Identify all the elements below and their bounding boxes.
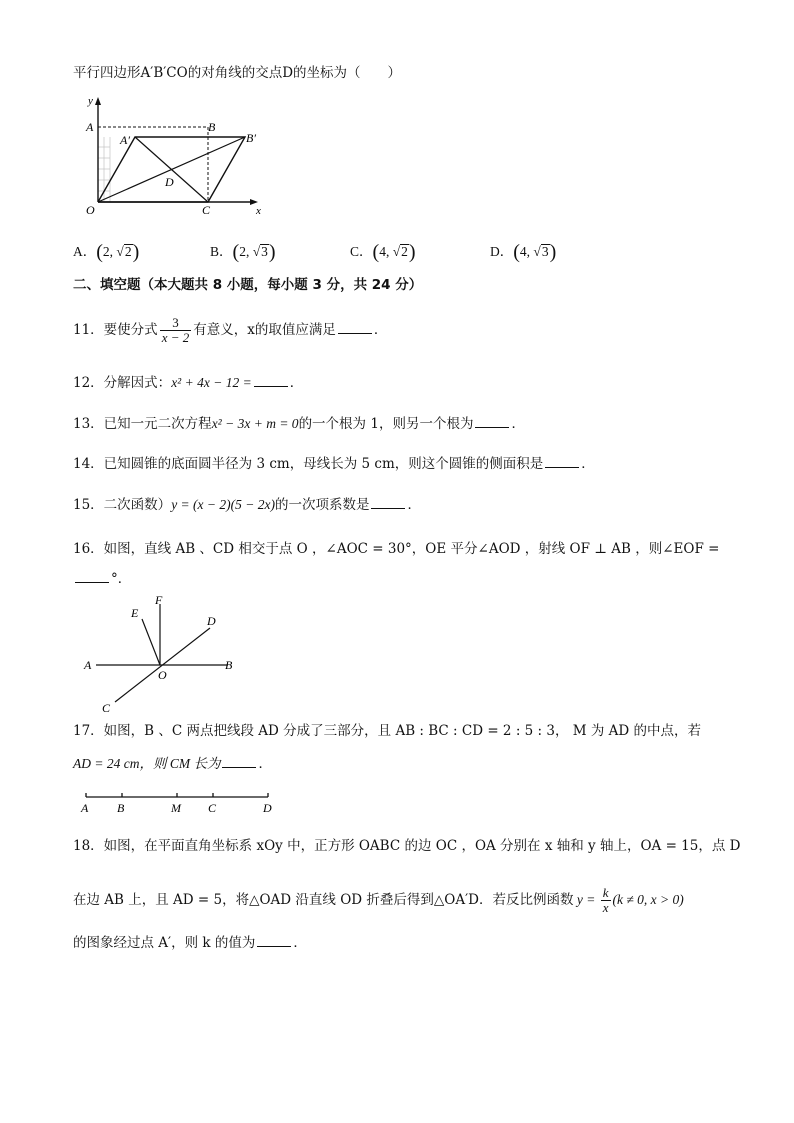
q15-pre: 15．二次函数）	[73, 497, 172, 513]
q18-line3-text: 的图象经过点 A′，则 k 的值为	[73, 935, 256, 951]
q18-denominator: x	[602, 900, 609, 915]
fig10-label-A-prime: A′	[120, 133, 130, 147]
question-17-line1: 17．如图，B 、C 两点把线段 AD 分成了三部分，且 AB : BC : CD = 2 : 5 : 3， M 为 AD 的中点，若	[73, 723, 702, 739]
q17-answer-blank[interactable]	[222, 755, 256, 768]
q13-post: 的一个根为 1，则另一个根为	[298, 416, 474, 432]
option-c-letter: C．	[350, 244, 373, 259]
fig10-label-O: O	[86, 203, 95, 217]
option-a-radicand: 2	[124, 244, 132, 259]
q16-end: °．	[111, 571, 132, 587]
q11-answer-blank[interactable]	[338, 321, 372, 334]
fig10-label-D: D	[165, 175, 174, 189]
option-d-letter: D．	[490, 244, 514, 259]
q15-post: 的一次项系数是	[274, 497, 370, 513]
q15-expression: y = (x − 2)(5 − 2x)	[171, 497, 275, 512]
fig16-label-A: A	[84, 658, 92, 672]
fig16-label-D: D	[207, 614, 216, 628]
fig16-label-B: B	[225, 658, 233, 672]
question-13	[73, 415, 525, 433]
question-18-line1: 18．如图，在平面直角坐标系 xOy 中，正方形 OABC 的边 OC ，OA 分别在 x 轴和 y 轴上，OA = 15，点 D	[73, 838, 741, 854]
q17-line2-text: AD = 24 cm，则 CM 长为	[73, 756, 221, 771]
q15-end: ．	[407, 497, 421, 513]
q12-end: ．	[289, 375, 304, 391]
q18-answer-blank[interactable]	[257, 934, 291, 947]
q10-figure	[80, 90, 280, 220]
q11-numerator: 3	[160, 316, 192, 331]
option-c: C．(4, √2)	[350, 241, 416, 263]
question-18-line2: 在边 AB 上，且 AD = 5，将△OAD 沿直线 OD 折叠后得到△OA′D．若反比例函数 y = $\frac{k}{x}$ (k ≠ 0, x > 0)	[73, 885, 684, 915]
q11-fraction	[160, 316, 192, 345]
q18-condition: (k ≠ 0, x > 0)	[612, 892, 684, 907]
fig10-label-C: C	[202, 203, 211, 217]
q13-answer-blank[interactable]	[475, 415, 509, 428]
option-b-x: 2	[239, 244, 246, 259]
q16-answer-blank[interactable]	[75, 570, 109, 583]
q18-end: ．	[293, 935, 307, 951]
fig10-label-B-prime: B′	[246, 131, 256, 145]
option-c-radicand: 2	[401, 244, 408, 259]
q11-pre: 11．要使分式	[73, 322, 158, 338]
fig17-label-B: B	[117, 801, 125, 815]
q18-numerator: k	[602, 885, 609, 900]
question-16-line2	[73, 570, 131, 588]
fig16-label-E: E	[131, 606, 139, 620]
fig16-label-O: O	[158, 668, 167, 682]
option-a-letter: A．	[73, 244, 97, 259]
q14-answer-blank[interactable]	[545, 455, 579, 468]
question-16-line1: 16．如图，直线 AB 、CD 相交于点 O ，∠AOC = 30°，OE 平分∠AOD ，射线 OF ⊥ AB ，则∠EOF =	[73, 541, 720, 557]
question-11	[73, 316, 387, 345]
fig16-label-C: C	[102, 701, 111, 715]
q18-fraction	[601, 886, 611, 915]
option-a-x: 2	[102, 244, 110, 259]
fig17-label-A: A	[81, 801, 89, 815]
question-18-line3	[73, 934, 307, 952]
option-d-x: 4	[519, 244, 527, 259]
q18-line2-pre: 在边 AB 上，且 AD = 5，将△OAD 沿直线 OD 折叠后得到△OA′D．若反比例函数	[73, 892, 574, 908]
option-b: B．(2, √3)	[210, 241, 276, 263]
question-12	[73, 374, 303, 392]
question-17-line2	[73, 755, 272, 773]
fig10-label-x: x	[256, 205, 261, 217]
option-d-radicand: 3	[541, 244, 549, 259]
q12-answer-blank[interactable]	[254, 374, 288, 387]
fig10-label-y: y	[88, 95, 93, 107]
q14-text: 14．已知圆锥的底面圆半径为 3 cm，母线长为 5 cm，则这个圆锥的侧面积是	[73, 456, 544, 472]
q11-end: ．	[373, 322, 388, 338]
question-15	[73, 496, 421, 514]
q11-denominator: x − 2	[161, 330, 190, 345]
fig17-label-M: M	[171, 801, 181, 815]
option-b-radicand: 3	[261, 244, 268, 259]
fig16-label-F: F	[155, 593, 163, 607]
q14-end: ．	[581, 456, 595, 472]
question-14	[73, 455, 595, 473]
option-d: D．(4, √3)	[490, 241, 557, 263]
q12-expression: x² + 4x − 12 =	[171, 375, 252, 390]
q11-post: 有意义，x的取值应满足	[193, 322, 336, 338]
fig10-label-B: B	[208, 120, 216, 134]
option-a: A．(2, √2)	[73, 241, 140, 263]
section-heading: 二、填空题（本大题共 8 小题，每小题 3 分，共 24 分）	[73, 277, 423, 293]
q16-figure	[80, 592, 250, 717]
q13-pre: 13．已知一元二次方程	[73, 416, 212, 432]
fig17-label-C: C	[208, 801, 217, 815]
q12-pre: 12．分解因式：	[73, 375, 172, 391]
q15-answer-blank[interactable]	[371, 496, 405, 509]
q17-figure	[78, 788, 278, 818]
q13-expression: x² − 3x + m = 0	[211, 416, 299, 431]
option-c-x: 4	[379, 244, 386, 259]
q10-stem: 平行四边形A′B′CO的对角线的交点D的坐标为（ ）	[73, 65, 402, 81]
q17-end: ．	[258, 756, 272, 772]
fig17-label-D: D	[263, 801, 272, 815]
fig10-label-A: A	[86, 120, 94, 134]
q13-end: ．	[511, 416, 525, 432]
option-b-letter: B．	[210, 244, 233, 259]
